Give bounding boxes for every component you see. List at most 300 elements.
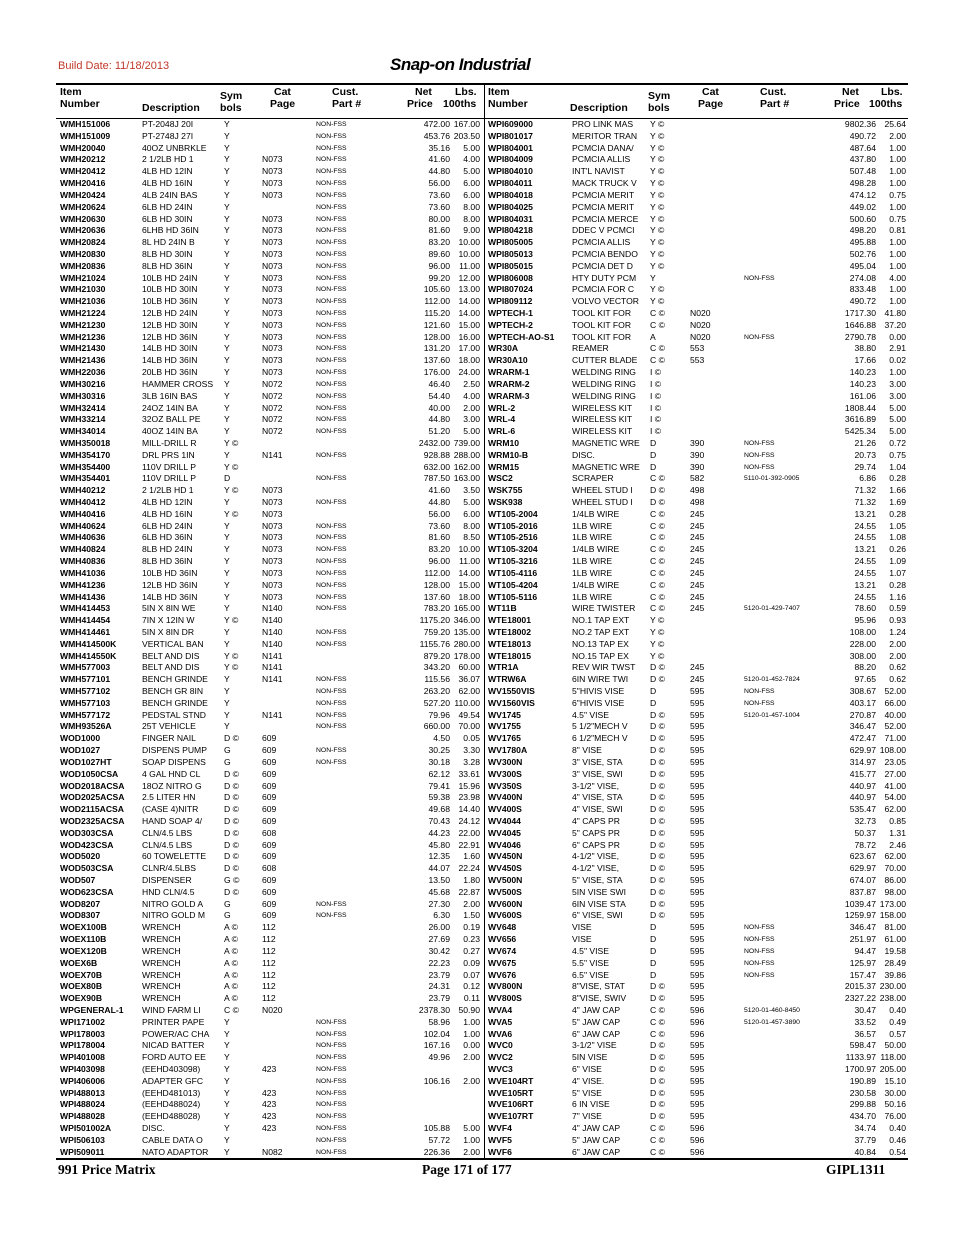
item-number: WMH21230 (60, 319, 106, 330)
item-weight: 14.00 (458, 296, 480, 307)
item-catalog-page: 596 (690, 1123, 705, 1134)
item-net-price: 1700.97 (844, 1064, 876, 1074)
item-net-price: 2378.30 (418, 1004, 450, 1015)
item-net-price: 38.80 (854, 343, 876, 354)
item-symbols: D (650, 697, 657, 708)
item-symbols: D (650, 461, 657, 472)
item-number: WPI805013 (488, 248, 533, 259)
item-weight: 54.00 (884, 792, 906, 803)
item-net-price: 73.60 (428, 201, 450, 212)
header-bols: bols (220, 102, 242, 114)
header-100ths: 100ths (443, 98, 477, 110)
item-weight: 1.00 (889, 296, 906, 307)
item-weight: 0.85 (889, 815, 906, 826)
item-symbols: Y (224, 201, 230, 212)
item-net-price: 44.80 (428, 166, 450, 177)
item-description: 4LB HD 12IN (142, 166, 193, 177)
item-weight: 62.00 (884, 804, 906, 815)
item-description: 6LB HD 30IN (142, 213, 193, 224)
item-description: 24OZ 14IN BA (142, 402, 198, 413)
item-weight: 173.00 (879, 898, 906, 909)
item-description: WIRE TWISTER (572, 603, 636, 614)
item-number: WV400N (488, 792, 523, 803)
item-weight: 28.49 (884, 957, 906, 968)
item-description: 6IN WIRE TWI (572, 674, 629, 685)
item-number: WMH30316 (60, 390, 106, 401)
header-lbs: Lbs. (881, 86, 903, 98)
item-net-price: 56.00 (428, 178, 450, 189)
item-weight: 230.00 (879, 981, 906, 992)
item-catalog-page: N073 (262, 189, 283, 200)
item-net-price: 24.31 (428, 981, 450, 992)
item-number: WVE104RT (488, 1075, 534, 1086)
item-net-price: 51.20 (428, 426, 450, 437)
item-symbols: D (650, 957, 657, 968)
item-number: WOD303CSA (60, 827, 114, 838)
item-symbols: Y (224, 119, 230, 129)
item-number: WV1780A (488, 745, 528, 756)
item-description: 6" JAW CAP (572, 1146, 621, 1157)
item-symbols: G (224, 910, 231, 921)
item-description: WIRELESS KIT (572, 426, 633, 437)
item-weight: 3.00 (889, 378, 906, 389)
item-catalog-page: 553 (690, 355, 705, 366)
item-net-price: 270.87 (849, 709, 876, 720)
item-symbols: A © (224, 934, 238, 945)
item-number: WMH40624 (60, 520, 106, 531)
item-symbols: A © (224, 969, 238, 980)
item-weight: 135.00 (453, 626, 480, 637)
item-weight: 11.00 (459, 260, 480, 271)
item-symbols: G (224, 898, 231, 909)
item-customer-part: NON-FSS (316, 369, 347, 377)
item-number: WOEX70B (60, 969, 103, 980)
item-symbols: D (224, 473, 231, 484)
item-description: 2.5 LITER HN (142, 792, 196, 803)
item-symbols: Y (224, 1075, 230, 1086)
item-symbols: G (224, 756, 231, 767)
header-part: Part # (332, 98, 362, 110)
item-description: 5" CAPS PR (572, 827, 620, 838)
item-catalog-page: 245 (690, 662, 705, 673)
item-weight: 24.12 (458, 815, 480, 826)
item-weight: 86.00 (884, 875, 906, 885)
item-number: WV1550VIS (488, 686, 535, 696)
item-catalog-page: 390 (690, 449, 705, 460)
item-catalog-page: 245 (690, 674, 705, 685)
item-symbols: C © (650, 544, 665, 555)
item-number: WV450S (488, 863, 522, 874)
item-symbols: I © (650, 414, 662, 425)
item-weight: 4.00 (463, 154, 480, 165)
item-description: 2 1/2LB HD 1 (142, 485, 194, 496)
item-symbols: D © (224, 886, 239, 897)
item-number: WMH20416 (60, 178, 106, 189)
item-description: WHEEL STUD I (572, 485, 633, 496)
item-weight: 1.00 (889, 367, 906, 378)
item-number: WV4046 (488, 839, 521, 850)
item-number: WVE106RT (488, 1099, 534, 1110)
item-catalog-page: 595 (690, 969, 705, 980)
item-symbols: Y © (224, 485, 239, 496)
item-description: MAGNETIC WRE (572, 461, 640, 472)
item-net-price: 833.48 (849, 284, 876, 295)
item-weight: 81.00 (884, 922, 906, 933)
item-number: WOD1050CSA (60, 768, 119, 779)
header-description: Description (570, 102, 628, 114)
item-symbols: Y (224, 603, 230, 614)
item-net-price: 472.47 (849, 733, 876, 744)
item-net-price: 1646.88 (844, 319, 876, 330)
item-number: WRL-4 (488, 414, 516, 425)
item-description: NO.1 TAP EXT (572, 615, 630, 626)
item-description: 18OZ NITRO G (142, 780, 202, 791)
item-symbols: D © (224, 768, 239, 779)
item-number: WOD623CSA (60, 886, 114, 897)
item-weight: 1.07 (889, 567, 906, 578)
item-catalog-page: 609 (262, 898, 277, 909)
item-weight: 24.00 (458, 367, 480, 378)
item-net-price: 137.60 (423, 355, 450, 366)
item-number: WMH32414 (60, 402, 106, 413)
item-net-price: 498.28 (849, 178, 876, 189)
item-weight: 1.04 (889, 461, 906, 472)
item-symbols: Y (224, 1123, 230, 1134)
item-weight: 50.90 (458, 1004, 480, 1015)
item-number: WPI401008 (60, 1052, 105, 1063)
item-number: WV648 (488, 922, 517, 933)
item-weight: 1.00 (889, 166, 906, 177)
item-number: WMH20212 (60, 154, 106, 165)
item-net-price: 73.60 (428, 189, 450, 200)
item-symbols: Y (224, 178, 230, 189)
item-description: PCMCIA MERCE (572, 213, 639, 224)
item-weight: 238.00 (879, 993, 906, 1004)
item-symbols: D © (224, 804, 239, 815)
item-catalog-page: 245 (690, 508, 705, 519)
item-weight: 4.00 (889, 272, 906, 283)
item-catalog-page: N073 (262, 178, 283, 189)
item-weight: 1.16 (889, 591, 906, 602)
item-net-price: 30.47 (854, 1004, 876, 1015)
item-catalog-page: 245 (690, 591, 705, 602)
item-catalog-page: 609 (262, 733, 277, 744)
item-number: WRL-6 (488, 426, 516, 437)
item-weight: 15.00 (458, 579, 480, 590)
item-number: WVA5 (488, 1016, 513, 1027)
item-number: WPI804218 (488, 225, 533, 236)
item-catalog-page: N073 (262, 508, 283, 519)
item-number: WPI178004 (60, 1040, 105, 1051)
item-catalog-page: N073 (262, 544, 283, 555)
item-symbols: Y © (650, 626, 665, 637)
item-catalog-page: N073 (262, 355, 283, 366)
item-symbols: Y © (650, 638, 665, 649)
item-catalog-page: 609 (262, 780, 277, 791)
item-catalog-page: 595 (690, 945, 705, 956)
item-symbols: Y (224, 414, 230, 425)
item-description: PCMCIA BENDO (572, 248, 638, 259)
item-net-price: 79.96 (428, 709, 450, 720)
item-description: VISE (572, 922, 592, 933)
item-net-price: 3616.89 (844, 414, 876, 425)
item-catalog-page: N073 (262, 520, 283, 531)
item-symbols: Y (224, 284, 230, 295)
item-weight: 0.93 (889, 615, 906, 626)
item-weight: 3.50 (463, 485, 480, 496)
item-customer-part: NON-FSS (316, 168, 347, 176)
item-number: WOD1027 (60, 745, 101, 756)
item-net-price: 115.20 (424, 308, 450, 318)
item-number: WMH40824 (60, 544, 106, 555)
item-number: WT11B (488, 603, 517, 614)
item-net-price: 112.00 (424, 296, 450, 307)
footer-page-number: Page 171 of 177 (422, 1162, 512, 1177)
item-description: 6" VISE, SWI (572, 910, 623, 921)
item-description: 4-1/2" VISE, (572, 863, 619, 874)
item-catalog-page: 112 (262, 981, 276, 992)
item-weight: 3.28 (463, 756, 480, 767)
item-catalog-page: N073 (262, 532, 283, 543)
item-customer-part: NON-FSS (316, 1113, 347, 1121)
item-number: WMH20040 (60, 142, 106, 153)
item-net-price: 13.21 (854, 579, 876, 590)
item-net-price: 44.80 (428, 414, 450, 425)
item-number: WMH33214 (60, 414, 106, 425)
item-weight: 5.00 (889, 414, 906, 425)
item-symbols: Y (224, 591, 230, 602)
item-customer-part: NON-FSS (316, 475, 347, 483)
item-net-price: 96.00 (428, 260, 450, 271)
item-weight: 1.09 (889, 556, 906, 567)
item-symbols: C © (650, 355, 665, 366)
item-symbols: Y © (650, 154, 665, 165)
header-cat: Cat (274, 86, 291, 98)
item-number: WPTECH-AO-S1 (488, 331, 555, 342)
item-net-price: 128.00 (423, 331, 450, 342)
item-number: WT105-2004 (488, 508, 538, 519)
item-catalog-page: N073 (262, 497, 283, 507)
item-net-price: 71.32 (854, 485, 876, 496)
item-symbols: Y (224, 142, 230, 153)
item-symbols: D © (224, 792, 239, 803)
item-symbols: Y (224, 331, 230, 342)
item-number: WPI807024 (488, 284, 533, 295)
item-symbols: Y (224, 296, 230, 307)
item-weight: 1.00 (889, 284, 906, 295)
item-weight: 0.72 (889, 437, 906, 448)
item-net-price: 79.41 (428, 780, 450, 791)
item-weight: 2.00 (889, 638, 906, 649)
item-weight: 0.62 (889, 662, 906, 673)
header-number: Number (488, 98, 528, 110)
item-weight: 10.00 (458, 237, 480, 248)
item-symbols: Y (224, 390, 230, 401)
item-description: SCRAPER (572, 473, 614, 484)
item-number: WMH20412 (60, 166, 106, 177)
item-catalog-page: 498 (690, 497, 705, 507)
right-column-header (486, 84, 906, 118)
item-catalog-page: N072 (262, 390, 283, 401)
item-description: 6.5" VISE (572, 969, 609, 980)
item-catalog-page: 595 (690, 1111, 705, 1122)
item-weight: 49.54 (458, 709, 480, 720)
item-number: WV400S (488, 804, 522, 815)
item-number: WV675 (488, 957, 517, 968)
item-net-price: 102.04 (423, 1028, 450, 1039)
item-net-price: 13.21 (854, 508, 876, 519)
item-symbols: Y © (650, 615, 665, 626)
item-number: WMH414461 (60, 626, 111, 637)
item-symbols: Y © (650, 130, 665, 141)
item-net-price: 128.00 (423, 579, 450, 590)
item-description: 6LB HD 36IN (142, 532, 193, 543)
item-description: (EEHD481013) (142, 1087, 201, 1098)
item-catalog-page: 553 (690, 343, 705, 354)
item-symbols: D © (650, 910, 665, 921)
item-number: WVA4 (488, 1004, 513, 1015)
header-part: Part # (760, 98, 790, 110)
item-catalog-page: 609 (262, 910, 277, 921)
item-number: WMH577101 (60, 674, 111, 685)
item-number: WPI609000 (488, 119, 533, 129)
item-net-price: 928.88 (423, 449, 450, 460)
item-weight: 70.00 (884, 863, 906, 874)
item-catalog-page: N073 (262, 591, 283, 602)
item-description: 12LB HD 36IN (142, 331, 198, 342)
item-catalog-page: 595 (690, 898, 705, 909)
item-weight: 14.40 (458, 804, 480, 815)
item-weight: 22.91 (458, 839, 480, 850)
item-number: WMH40416 (60, 508, 106, 519)
item-symbols: Y (224, 1099, 230, 1110)
item-description: 5 1/2"MECH V (572, 721, 628, 732)
item-net-price: 24.55 (854, 556, 876, 567)
item-net-price: 32.73 (854, 815, 876, 826)
item-customer-part: NON-FSS (316, 1054, 347, 1062)
item-weight: 205.00 (879, 1064, 906, 1074)
item-number: WPI801017 (488, 130, 533, 141)
item-number: WMH577003 (60, 662, 111, 673)
item-description: DISPENSER (142, 875, 192, 885)
item-customer-part: 5110-01-392-0905 (744, 475, 800, 483)
item-customer-part: NON-FSS (316, 581, 347, 589)
item-net-price: 57.72 (428, 1134, 450, 1145)
item-customer-part: NON-FSS (316, 227, 347, 235)
item-number: WPI488028 (60, 1111, 105, 1122)
item-number: WVC2 (488, 1052, 513, 1063)
item-symbols: C © (650, 1004, 665, 1015)
item-customer-part: NON-FSS (316, 333, 347, 341)
item-number: WOD1000 (60, 733, 101, 744)
item-description: 1LB WIRE (572, 567, 613, 578)
item-number: WV450N (488, 851, 523, 862)
item-customer-part: NON-FSS (744, 463, 775, 471)
item-net-price: 41.60 (428, 485, 450, 496)
item-catalog-page: 595 (690, 875, 705, 885)
item-customer-part: NON-FSS (316, 711, 347, 719)
item-symbols: C © (650, 567, 665, 578)
item-number: WMH20830 (60, 248, 106, 259)
item-weight: 71.00 (884, 733, 906, 744)
item-catalog-page: 596 (690, 1134, 705, 1145)
item-description: NO.13 TAP EX (572, 638, 629, 649)
item-symbols: Y (224, 367, 230, 378)
item-catalog-page: 595 (690, 792, 705, 803)
item-catalog-page: 112 (262, 934, 276, 945)
item-description: POWER/AC CHA (142, 1028, 210, 1039)
item-net-price: 71.32 (854, 497, 876, 507)
item-customer-part: NON-FSS (316, 747, 347, 755)
item-number: WOD2025ACSA (60, 792, 125, 803)
item-symbols: C © (650, 1134, 665, 1145)
item-catalog-page: 595 (690, 886, 705, 897)
header-net: Net (842, 86, 859, 98)
item-description: BENCH GRINDE (142, 697, 208, 708)
item-weight: 0.40 (889, 1123, 906, 1134)
item-number: WOD2325ACSA (60, 815, 125, 826)
item-symbols: Y (224, 426, 230, 437)
item-description: 60 TOWELETTE (142, 851, 207, 862)
item-net-price: 70.43 (428, 815, 450, 826)
item-symbols: D © (224, 863, 239, 874)
item-description: BENCH GRINDE (142, 674, 208, 685)
item-number: WPI509011 (60, 1146, 105, 1157)
item-catalog-page: 245 (690, 556, 705, 567)
item-description: WIND FARM LI (142, 1004, 201, 1015)
item-weight: 15.10 (884, 1075, 906, 1086)
item-weight: 14.00 (458, 567, 480, 578)
item-description: 6 1/2"MECH V (572, 733, 628, 744)
item-description: WRENCH (142, 957, 181, 968)
item-number: WRM10 (488, 437, 520, 448)
item-symbols: D © (650, 863, 665, 874)
item-description: 8LB HD 30IN (142, 248, 193, 259)
item-number: WMH354401 (60, 473, 111, 484)
item-net-price: 2327.22 (844, 993, 876, 1004)
item-description: 4.5" VISE (572, 709, 609, 720)
item-symbols: Y (224, 626, 230, 637)
item-number: WRM15 (488, 461, 520, 472)
item-catalog-page: 423 (262, 1111, 277, 1122)
item-net-price: 73.60 (428, 520, 450, 531)
item-customer-part: 5120-01-429-7407 (744, 605, 800, 613)
item-description: PCMCIA ALLIS (572, 237, 631, 248)
item-customer-part: NON-FSS (316, 357, 347, 365)
item-catalog-page: 245 (690, 567, 705, 578)
item-net-price: 37.79 (854, 1134, 876, 1145)
item-net-price: 99.20 (428, 272, 450, 283)
item-weight: 2.46 (889, 839, 906, 850)
item-net-price: 403.17 (849, 697, 876, 708)
item-net-price: 97.65 (854, 674, 876, 685)
item-net-price: 40.00 (428, 402, 450, 413)
item-number: WMH354170 (60, 449, 111, 460)
item-catalog-page: 595 (690, 721, 705, 732)
item-net-price: 30.18 (428, 756, 450, 767)
item-number: WT105-5116 (488, 591, 538, 602)
item-catalog-page: N073 (262, 331, 283, 342)
item-weight: 15.00 (458, 319, 480, 330)
header-page: Page (698, 98, 724, 110)
item-net-price: 121.60 (423, 319, 450, 330)
item-description: 5IN X 8IN WE (142, 603, 196, 614)
item-description: WELDING RING (572, 390, 636, 401)
item-number: WPI403098 (60, 1064, 105, 1074)
item-number: WV600S (488, 910, 522, 921)
item-customer-part: NON-FSS (316, 180, 347, 188)
item-description: 4" CAPS PR (572, 815, 620, 826)
